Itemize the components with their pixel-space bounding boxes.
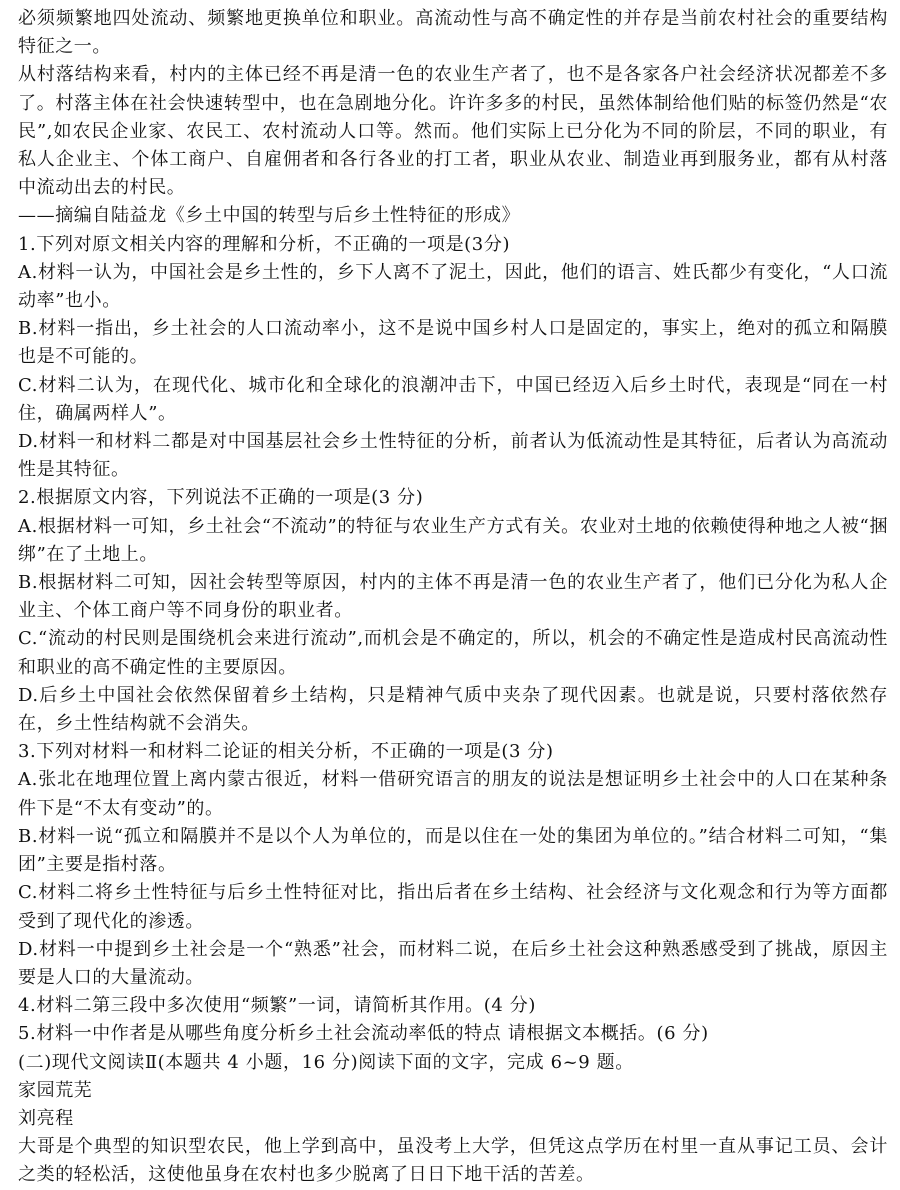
question-3-option-a: A.张北在地理位置上离内蒙古很近，材料一借研究语言的朋友的说法是想证明乡土社会中的人口在某种条件下是“不太有变动”的。 (18, 769, 888, 819)
question-3-stem: 3.下列对材料一和材料二论证的相关分析，不正确的一项是(3 分) (18, 741, 554, 763)
question-1-option-a: A.材料一认为，中国社会是乡土性的，乡下人离不了泥土，因此，他们的语言、姓氏都少有变化，“人口流动率”也小。 (18, 261, 888, 312)
question-2-stem: 2.根据原文内容，下列说法不正确的一项是(3 分) (18, 487, 424, 509)
question-1-option-d: D.材料一和材料二都是对中国基层社会乡土性特征的分析，前者认为低流动性是其特征，后者认为高流动性是其特征。 (18, 431, 888, 481)
question-2-option-c: C.“流动的村民则是围绕机会来进行流动”,而机会是不确定的，所以，机会的不确定性是造成村民高流动性和职业的高不确定性的主要原因。 (18, 628, 888, 678)
question-3-option-b: B.材料一说“孤立和隔膜并不是以个人为单位的，而是以住在一处的集团为单位的。”结合材料二可知，“集团”主要是指村落。 (18, 825, 888, 876)
article-title: 家园荒芜 (18, 1079, 93, 1101)
question-2-option-a: A.根据材料一可知，乡土社会“不流动”的特征与农业生产方式有关。农业对土地的依赖使得种地之人被“捆绑”在了土地上。 (18, 515, 888, 565)
source-citation: ——摘编自陆益龙《乡土中国的转型与后乡土性特征的形成》 (18, 205, 521, 227)
section-heading-reading-2: (二)现代文阅读Ⅱ(本题共 4 小题，16 分)阅读下面的文字，完成 6~9 题。 (18, 1051, 634, 1073)
question-1-stem: 1.下列对原文相关内容的理解和分析，不正确的一项是(3分) (18, 233, 511, 255)
question-1-option-c: C.材料二认为，在现代化、城市化和全球化的浪潮冲击下，中国已经迈入后乡土时代，表现是“同在一村住，确属两样人”。 (18, 374, 888, 424)
paragraph-village-structure: 从村落结构来看，村内的主体已经不再是清一色的农业生产者了，也不是各家各户社会经济状况都差不多了。村落主体在社会快速转型中，也在急剧地分化。许许多多的村民，虽然体制给他们贴的标签仍然是“农民”,如农民企业家、农民工、农村流动人口等。然而。他们实际上已分化为不同的阶层，不同的职业，有私人企业主、个体工商户、自雇佣者和各行各业的打工者，职业从农业、制造业再到服务业，都有从村落中流动出去的村民。 (18, 64, 888, 199)
question-2-option-b: B.根据材料二可知，因社会转型等原因，村内的主体不再是清一色的农业生产者了，他们已分化为私人企业主、个体工商户等不同身份的职业者。 (18, 572, 888, 622)
paragraph-material-two-end: 必须频繁地四处流动、频繁地更换单位和职业。高流动性与高不确定性的并存是当前农村社会的重要结构特征之一。 (18, 8, 888, 58)
question-3-option-d: D.材料一中提到乡土社会是一个“熟悉”社会，而材料二说，在后乡土社会这种熟悉感受到了挑战，原因主要是人口的大量流动。 (18, 938, 888, 988)
question-3-option-c: C.材料二将乡土性特征与后乡土性特征对比，指出后者在乡土结构、社会经济与文化观念和行为等方面都受到了现代化的渗透。 (18, 882, 888, 932)
question-1-option-b: B.材料一指出，乡土社会的人口流动率小，这不是说中国乡村人口是固定的，事实上，绝对的孤立和隔膜也是不可能的。 (18, 318, 888, 368)
question-2-option-d: D.后乡土中国社会依然保留着乡土结构，只是精神气质中夹杂了现代因素。也就是说，只要村落依然存在，乡土性结构就不会消失。 (18, 684, 888, 735)
article-author: 刘亮程 (18, 1107, 74, 1129)
question-4: 4.材料二第三段中多次使用“频繁”一词，请简析其作用。(4 分) (18, 995, 536, 1017)
question-5: 5.材料一中作者是从哪些角度分析乡土社会流动率低的特点 请根据文本概括。(6 分) (18, 1023, 709, 1045)
article-paragraph-1: 大哥是个典型的知识型农民，他上学到高中，虽没考上大学，但凭这点学历在村里一直从事记工员、会计之类的轻松活，这使他虽身在农村也多少脱离了日日下地干活的苦差。 (18, 1136, 888, 1186)
